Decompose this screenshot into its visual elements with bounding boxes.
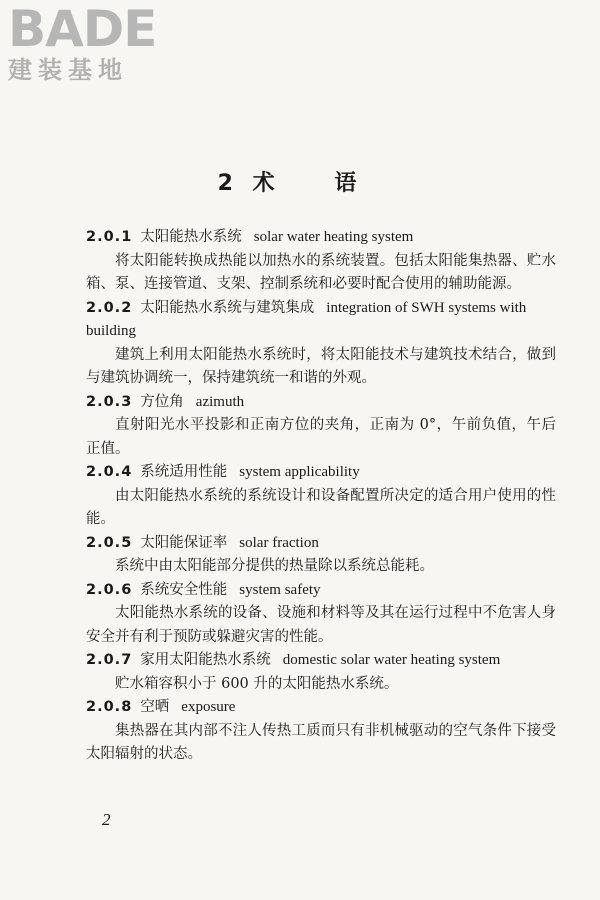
term-heading — [86, 297, 556, 344]
term-chinese: 空晒 — [140, 699, 170, 715]
term-number: 2.0.6 — [86, 581, 133, 598]
term-entry — [86, 461, 556, 532]
term-chinese: 太阳能热水系统与建筑集成 — [140, 299, 315, 316]
term-entry — [86, 297, 556, 391]
term-chinese: 家用太阳能热水系统 — [140, 652, 271, 668]
term-number: 2.0.7 — [86, 652, 133, 668]
term-heading — [86, 532, 556, 556]
term-heading — [86, 226, 556, 250]
term-english: azimuth — [195, 393, 245, 410]
term-english: solar fraction — [239, 534, 319, 551]
term-definition: 由太阳能热水系统的系统设计和设备配置所决定的适合用户使用的性能。 — [86, 487, 556, 527]
term-chinese: 方位角 — [140, 393, 184, 410]
term-number: 2.0.3 — [86, 393, 133, 410]
term-english: exposure — [181, 699, 236, 715]
term-entry — [86, 532, 556, 579]
term-entry — [86, 579, 556, 650]
term-chinese: 太阳能保证率 — [140, 534, 228, 551]
term-definition: 贮水箱容积小于 600 升的太阳能热水系统。 — [115, 675, 399, 692]
term-number: 2.0.8 — [86, 699, 133, 715]
term-english: solar water heating system — [253, 229, 414, 245]
chapter-title-text: 术 语 — [252, 171, 383, 196]
term-entry — [86, 226, 556, 297]
term-entry — [86, 649, 556, 696]
term-heading — [86, 649, 556, 673]
term-definition: 建筑上利用太阳能热水系统时，将太阳能技术与建筑技术结合，做到与建筑协调统一，保持建筑统一和谐的外观。 — [86, 346, 556, 386]
term-english: system applicability — [239, 464, 360, 480]
term-entry — [86, 696, 556, 767]
term-heading — [86, 461, 556, 485]
term-number: 2.0.1 — [86, 229, 133, 245]
logo-wordmark: BADE — [8, 0, 157, 58]
term-number: 2.0.4 — [86, 464, 133, 480]
chapter-title — [0, 166, 600, 197]
logo-subtitle: 建装基地 — [8, 56, 128, 84]
bade-logo — [8, 2, 178, 86]
term-heading — [86, 579, 556, 603]
term-english: domestic solar water heating system — [282, 652, 501, 668]
term-definition: 系统中由太阳能部分提供的热量除以系统总能耗。 — [115, 558, 434, 574]
page-number: 2 — [102, 810, 111, 829]
term-definition: 将太阳能转换成热能以加热水的系统装置。包括太阳能集热器、贮水箱、泵、连接管道、支架、控制系统和必要时配合使用的辅助能源。 — [86, 252, 556, 292]
term-entry — [86, 391, 556, 462]
terms-list — [86, 226, 556, 767]
term-heading — [86, 696, 556, 720]
chapter-number: 2 — [217, 171, 235, 196]
term-definition: 太阳能热水系统的设备、设施和材料等及其在运行过程中不危害人身安全并有利于预防或躲避灾害的性能。 — [86, 605, 556, 645]
term-english: system safety — [239, 581, 321, 598]
term-english: integration of SWH systems with building — [86, 299, 527, 339]
term-definition: 直射阳光水平投影和正南方位的夹角，正南为 0°，午前负值，午后正值。 — [86, 417, 556, 457]
term-heading — [86, 391, 556, 415]
term-definition: 集热器在其内部不注人传热工质而只有非机械驱动的空气条件下接受太阳辐射的状态。 — [86, 722, 556, 762]
term-chinese: 系统安全性能 — [140, 581, 228, 598]
term-chinese: 太阳能热水系统 — [140, 229, 242, 245]
term-number: 2.0.2 — [86, 299, 133, 316]
term-number: 2.0.5 — [86, 534, 133, 551]
term-chinese: 系统适用性能 — [140, 464, 228, 480]
